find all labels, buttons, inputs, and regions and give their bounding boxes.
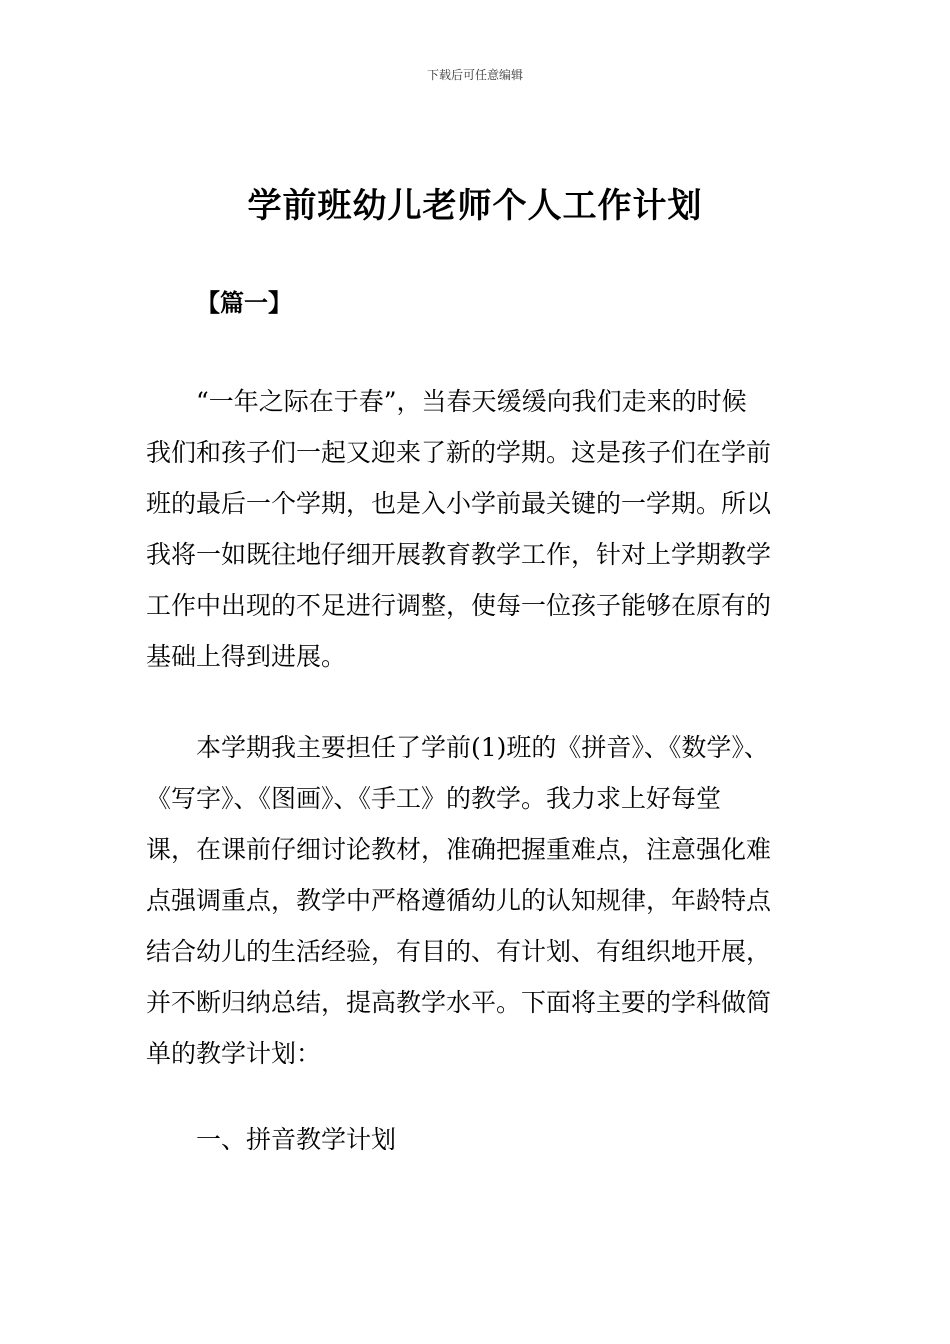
paragraph-line: 班的最后一个学期，也是入小学前最关键的一学期。所以 <box>146 489 772 518</box>
paragraph-teaching <box>146 722 846 1079</box>
paragraph-intro <box>146 376 846 682</box>
paragraph-line: 点强调重点，教学中严格遵循幼儿的认知规律，年龄特点 <box>146 886 772 915</box>
paragraph-line: 基础上得到进展。 <box>146 642 347 671</box>
paragraph-line: 课，在课前仔细讨论教材，准确把握重难点，注意强化难 <box>146 835 772 864</box>
paragraph-line: 结合幼儿的生活经验，有目的、有计划、有组织地开展， <box>146 937 772 966</box>
paragraph-line: 单的教学计划： <box>146 1039 322 1068</box>
paragraph-line: 工作中出现的不足进行调整，使每一位孩子能够在原有的 <box>146 591 772 620</box>
paragraph-line: 本学期我主要担任了学前(1)班的《拼音》、《数学》、 <box>196 733 769 762</box>
paragraph-line: 并不断归纳总结，提高教学水平。下面将主要的学科做简 <box>146 988 772 1017</box>
subheading-pinyin-plan: 一、拼音教学计划 <box>196 1125 397 1154</box>
paragraph-line: 我将一如既往地仔细开展教育教学工作，针对上学期教学 <box>146 540 772 569</box>
document-title: 学前班幼儿老师个人工作计划 <box>247 186 703 226</box>
header-note: 下载后可任意编辑 <box>426 68 523 82</box>
paragraph-line: 我们和孩子们一起又迎来了新的学期。这是孩子们在学前 <box>146 438 772 467</box>
paragraph-line: 《写字》、《图画》、《手工》的教学。我力求上好每堂 <box>146 784 722 813</box>
section-label: 【篇一】 <box>196 289 292 317</box>
paragraph-line: “一年之际在于春”，当春天缓缓向我们走来的时候 <box>196 387 747 416</box>
